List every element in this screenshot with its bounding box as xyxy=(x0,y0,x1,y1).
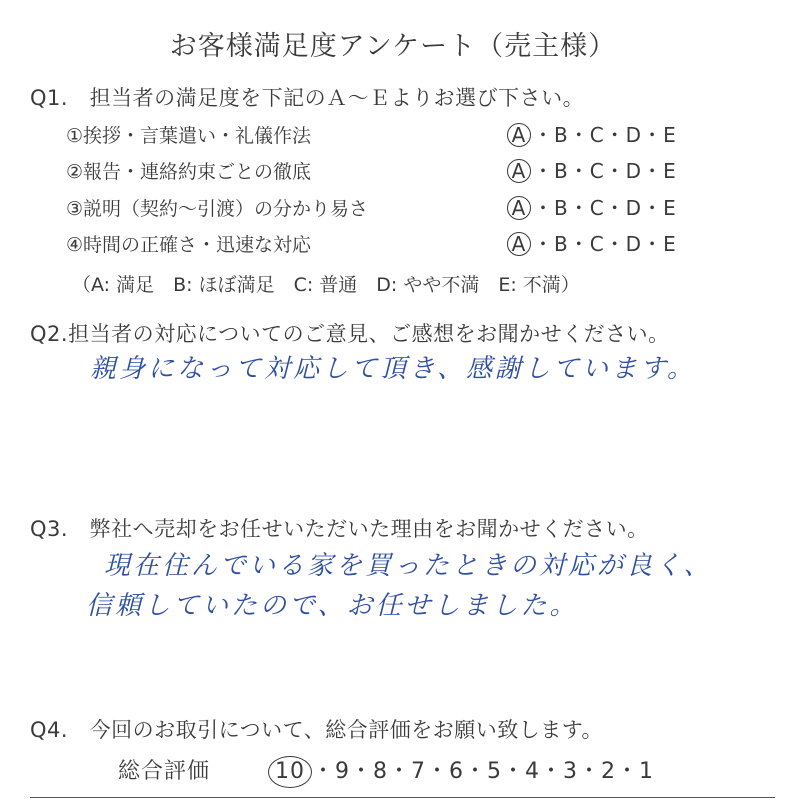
q1-item-2-label: ②報告・連絡約束ごとの徹底 xyxy=(66,161,312,183)
q1-question: Q1. 担当者の満足度を下記のＡ～Ｅよりお選び下さい。 xyxy=(30,86,585,110)
grade-selected-circle: A xyxy=(507,159,531,183)
grade-scale: ・B・C・D・E xyxy=(533,123,677,147)
grade-selected-circle: A xyxy=(507,123,531,147)
q3-handwritten-answer-line2: 信頼していたので、お任せしました。 xyxy=(86,591,579,621)
q4-question: Q4. 今回のお取引について、総合評価をお願い致します。 xyxy=(30,718,604,742)
q1-item-4-label: ④時間の正確さ・迅速な対応 xyxy=(66,234,312,256)
survey-title: お客様満足度アンケート（売主様） xyxy=(169,31,617,62)
q2-question: Q2.担当者の対応についてのご意見、ご感想をお聞かせください。 xyxy=(30,322,670,346)
q3-handwritten-answer-line1: 現在住んでいる家を買ったときの対応が良く、 xyxy=(104,551,713,581)
grade-scale: ・B・C・D・E xyxy=(533,159,677,183)
score-scale: ・9・8・7・6・5・4・3・2・1 xyxy=(312,759,654,784)
q1-item-4-grades xyxy=(507,228,677,257)
q4-label: 総合評価 xyxy=(118,759,211,784)
q2-handwritten-answer: 親身になって対応して頂き、感謝しています。 xyxy=(90,354,696,384)
grade-scale: ・B・C・D・E xyxy=(533,232,677,256)
q1-legend: （A: 満足 B: ほぼ満足 C: 普通 D: やや不満 E: 不満） xyxy=(72,274,580,296)
q4-score-row xyxy=(118,754,654,788)
q1-item-3-grades xyxy=(507,192,677,221)
score-selected-circle: 10 xyxy=(268,756,312,788)
q1-item-1-label: ①挨拶・言葉遣い・礼儀作法 xyxy=(66,125,312,147)
q1-item-3-label: ③説明（契約～引渡）の分かり易さ xyxy=(66,198,369,220)
q1-item-2-grades xyxy=(507,155,677,184)
grade-selected-circle: A xyxy=(507,232,531,256)
grade-selected-circle: A xyxy=(507,196,531,220)
q3-question: Q3. 弊社へ売却をお任せいただいた理由をお聞かせください。 xyxy=(30,517,649,541)
q1-item-1-grades xyxy=(507,119,677,148)
bottom-divider xyxy=(30,797,775,798)
grade-scale: ・B・C・D・E xyxy=(533,196,677,220)
